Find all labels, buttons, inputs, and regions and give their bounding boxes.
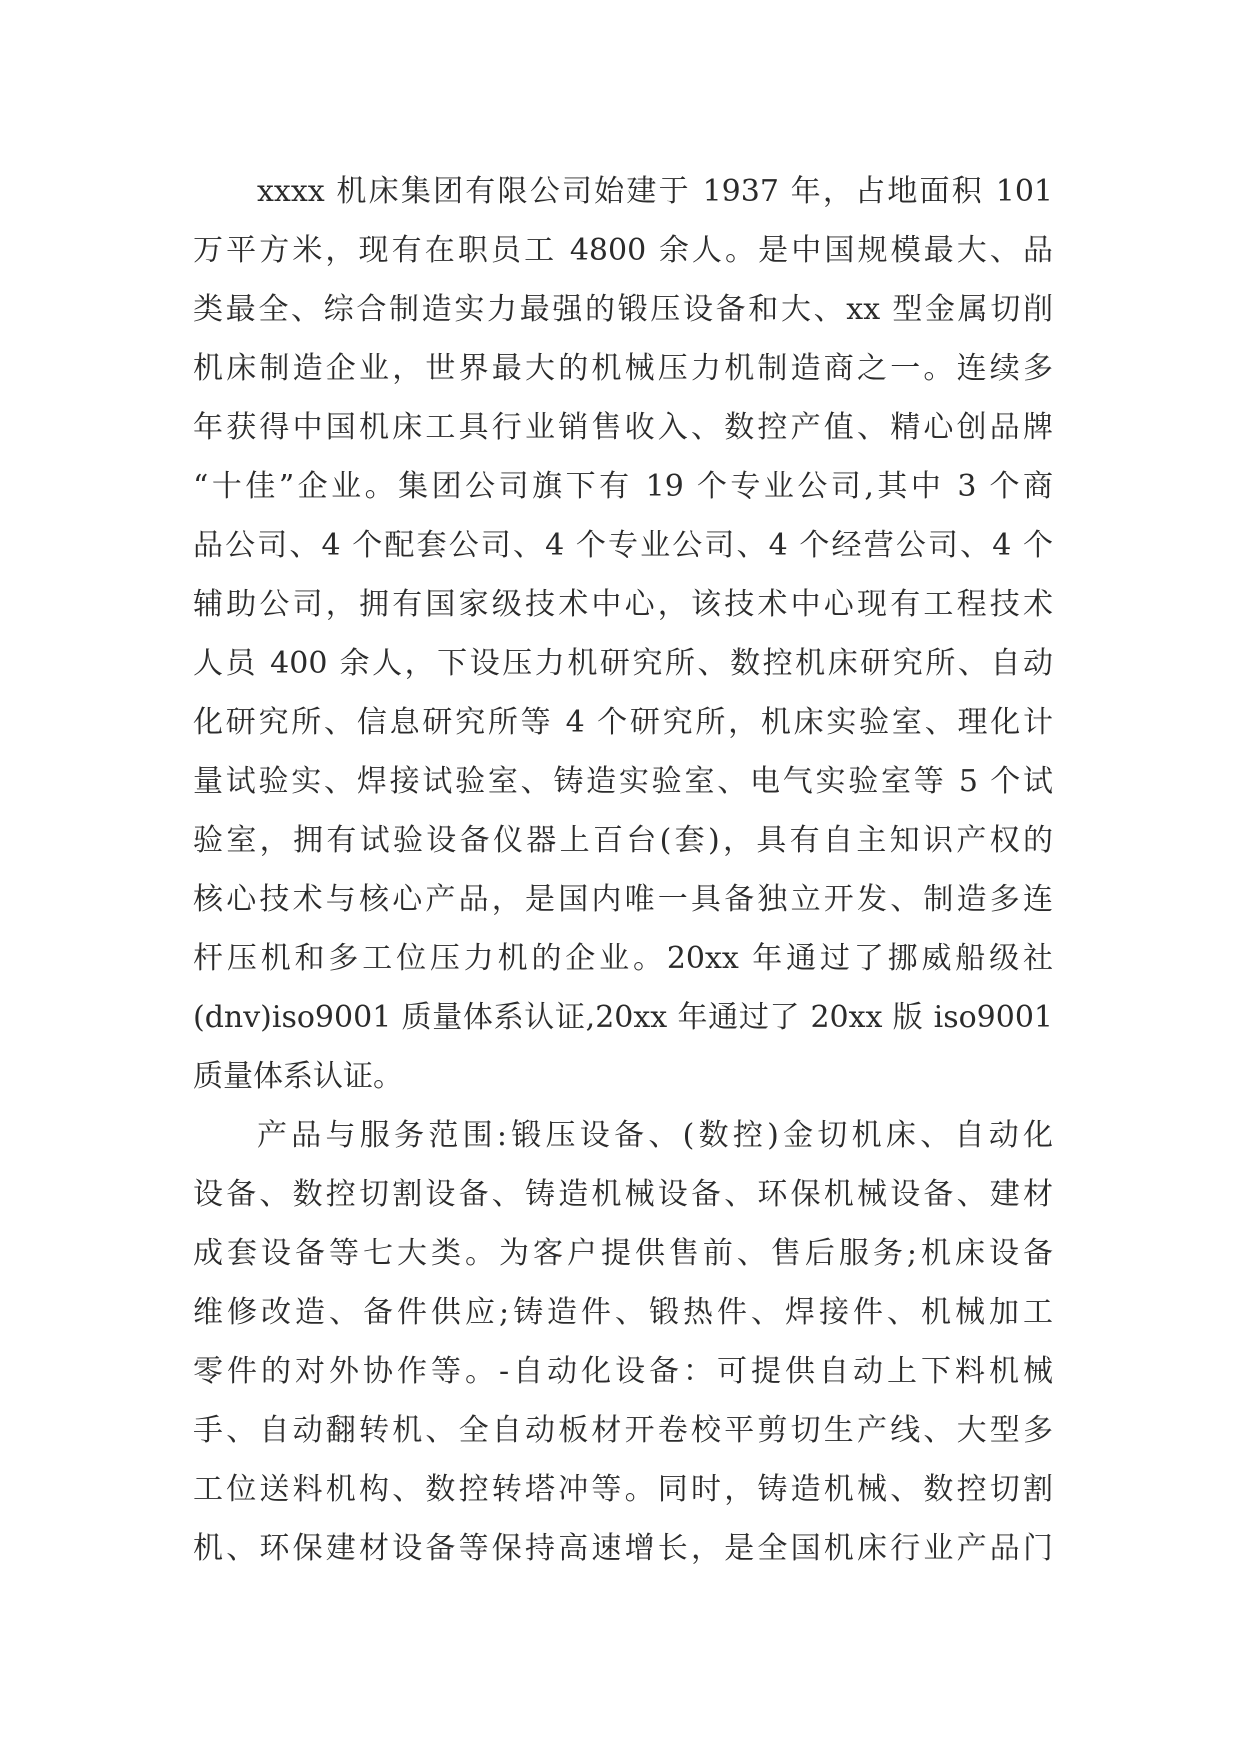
text-line: 成套设备等七大类。为客户提供售前、售后服务;机床设备 [193, 1236, 1053, 1271]
text-line: 设备、数控切割设备、铸造机械设备、环保机械设备、建材 [193, 1177, 1053, 1212]
document-body [193, 162, 1053, 1578]
text-line: 年获得中国机床工具行业销售收入、数控产值、精心创品牌 [193, 410, 1053, 445]
paragraph-products-services [193, 1106, 1053, 1578]
text-line: 人员 400 余人，下设压力机研究所、数控机床研究所、自动 [193, 646, 1053, 681]
text-line: 核心技术与核心产品，是国内唯一具备独立开发、制造多连 [193, 882, 1053, 917]
text-line: “十佳”企业。集团公司旗下有 19 个专业公司,其中 3 个商 [193, 469, 1053, 504]
text-line: 机、环保建材设备等保持高速增长，是全国机床行业产品门 [193, 1531, 1053, 1566]
text-line: 验室，拥有试验设备仪器上百台(套)，具有自主知识产权的 [193, 823, 1053, 858]
text-line: 维修改造、备件供应;铸造件、锻热件、焊接件、机械加工 [193, 1295, 1053, 1330]
text-line: 手、自动翻转机、全自动板材开卷校平剪切生产线、大型多 [193, 1413, 1053, 1448]
text-line: xxxx 机床集团有限公司始建于 1937 年，占地面积 101 [257, 174, 1053, 209]
text-line: 质量体系认证。 [193, 1059, 403, 1094]
text-line: 零件的对外协作等。-自动化设备：可提供自动上下料机械 [193, 1354, 1053, 1389]
text-line: 工位送料机构、数控转塔冲等。同时，铸造机械、数控切割 [193, 1472, 1053, 1507]
text-line: 机床制造企业，世界最大的机械压力机制造商之一。连续多 [193, 351, 1053, 386]
text-line: 品公司、4 个配套公司、4 个专业公司、4 个经营公司、4 个 [193, 528, 1053, 563]
text-line: 杆压机和多工位压力机的企业。20xx 年通过了挪威船级社 [193, 941, 1053, 976]
text-line: 万平方米，现有在职员工 4800 余人。是中国规模最大、品 [193, 233, 1053, 268]
paragraph-company-profile [193, 162, 1053, 1106]
text-line: 类最全、综合制造实力最强的锻压设备和大、xx 型金属切削 [193, 292, 1053, 327]
text-line: 量试验实、焊接试验室、铸造实验室、电气实验室等 5 个试 [193, 764, 1053, 799]
text-line: (dnv)iso9001 质量体系认证,20xx 年通过了 20xx 版 iso9001 [193, 1000, 1053, 1035]
text-line: 化研究所、信息研究所等 4 个研究所，机床实验室、理化计 [193, 705, 1053, 740]
text-line: 产品与服务范围:锻压设备、(数控)金切机床、自动化 [257, 1118, 1053, 1153]
text-line: 辅助公司，拥有国家级技术中心，该技术中心现有工程技术 [193, 587, 1053, 622]
